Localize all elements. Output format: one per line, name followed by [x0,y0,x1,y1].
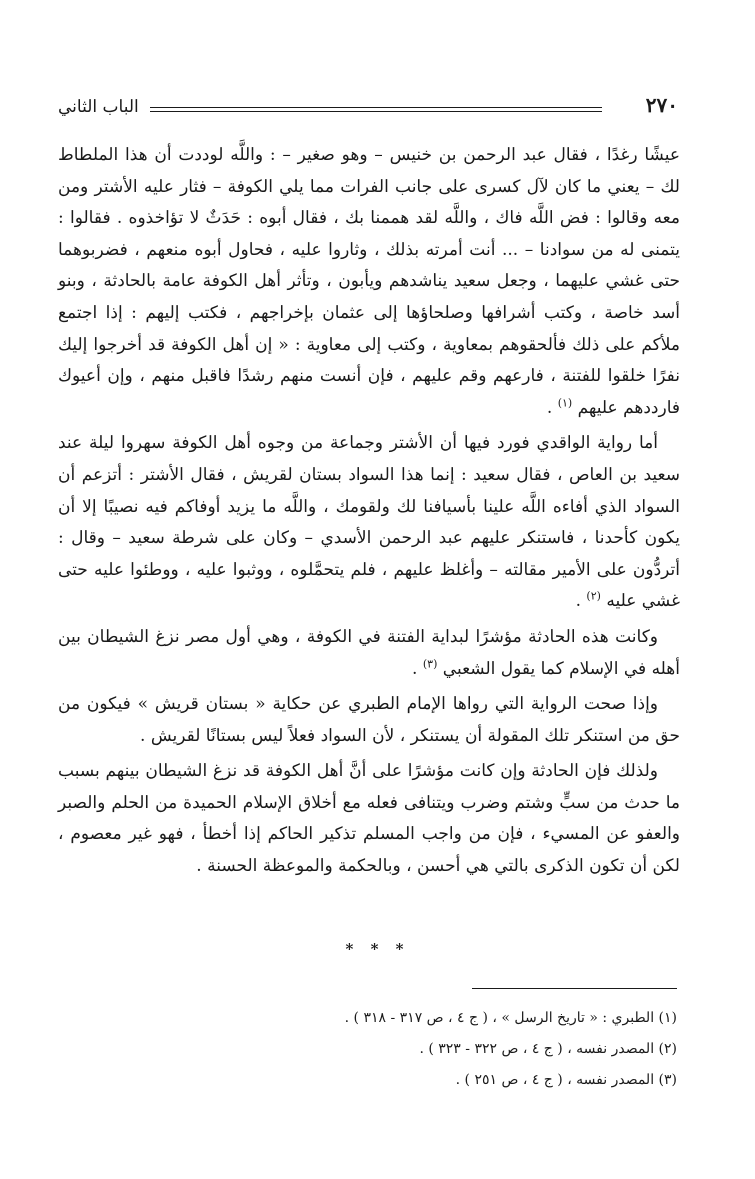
footnote-rule [472,988,677,989]
footnote-ref: (٢) [586,589,601,603]
paragraph: وإذا صحت الرواية التي رواها الإمام الطبري عن حكاية « بستان قريش » فيكون من حق من استنكر تلك المقولة أن يستنكر ، لأن السواد فعلاً ليس بستانًا لقريش . [58,694,680,746]
paragraph: عيشًا رغدًا ، فقال عبد الرحمن بن خنيس – وهو صغير – : واللَّه لوددت أن هذا الملطاط لك – يعني ما كان لآل كسرى على جانب الفرات مما يلي الكوفة – فثار عليه الأشتر ومن معه وقالوا : فض اللَّه فاك ، واللَّه لقد هممنا بك ، فقال أبوه : حَدَثٌ لا تؤاخذوه . فقالوا : يتمنى له من سوادنا – ... أنت أمرته بذلك ، وثاروا عليه ، فحاول أبوه منعهم ، فضربوهما حتى غشي عليهما ، وجعل سعيد يناشدهم ويأبون ، وتأثر أهل الكوفة عامة بالحادثة ، وبنو أسد خاصة ، وكتب أشرافها وصلحاؤها إلى عثمان بإخراجهم ، فكتب إليهم : إذا اجتمع ملأكم على ذلك فألحقوهم بمعاوية ، وكتب إلى معاوية : « إن أهل الكوفة قد أخرجوا إليك نفرًا خلقوا للفتنة ، فارعهم وقم عليهم ، فإن أنست منهم رشدًا فاقبل منهم ، وإن أعيوك فارددهم عليهم $^{(١)}$ . [58,145,680,418]
footnote-ref: (١) [557,396,573,410]
section-separator: * * * [345,940,410,958]
footnote-ref: (٣) [422,656,438,670]
paragraph: وكانت هذه الحادثة مؤشرًا لبداية الفتنة في الكوفة ، وهي أول مصر نزغ الشيطان بين أهله في الإسلام كما يقول الشعبي $^{(٣)}$ . [58,626,680,679]
footnotes [77,1003,677,1096]
page-number: ٢٧٠ [645,93,678,117]
paragraph: أما رواية الواقدي فورد فيها أن الأشتر وجماعة من وجوه أهل الكوفة سهروا ليلة عند سعيد بن العاص ، فقال سعيد : إنما هذا السواد بستان لقريش ، فقال الأشتر : أتزعم أن السواد الذي أفاءه اللَّه علينا بأسيافنا لك ولقومك ، واللَّه ما يزيد أوفاكم فيه نصيبًا إلا أن يكون كأحدنا ، فاستنكر عليهم عبد الرحمن الأسدي – وكان على شرطة سعيد – وقال : أتردُّون على الأمير مقالته – وأغلظ عليهم ، فلم يتحمَّلوه ، ووثبوا عليه ، ووطئوا عليه حتى غشي عليه $^{(٢)}$ . [58,433,680,612]
footnote-2: (٢) المصدر نفسه ، ( ج ٤ ، ص ٣٢٢ - ٣٢٣ ) . [419,1041,677,1057]
chapter-title: الباب الثاني [58,97,139,117]
header-rule [150,107,602,108]
paragraph: ولذلك فإن الحادثة وإن كانت مؤشرًا على أنَّ أهل الكوفة قد نزغ الشيطان بينهم بسبب ما حدث من سبٍّ وشتم وضرب ويتنافى فعله مع أخلاق الإسلام الحميدة من الحلم والصبر والعفو عن المسيء ، فإن من واجب المسلم تذكير الحاكم إذا أخطأ ، فهو غير معصوم ، لكن أن تكون الذكرى بالتي هي أحسن ، وبالحكمة والموعظة الحسنة . [58,761,680,877]
header-rule-thin [150,111,602,112]
footnote-3: (٣) المصدر نفسه ، ( ج ٤ ، ص ٢٥١ ) . [455,1072,677,1088]
page-header [58,93,678,123]
main-text [58,140,680,887]
footnote-1: (١) الطبري : « تاريخ الرسل » ، ( ج ٤ ، ص ٣١٧ - ٣١٨ ) . [344,1010,677,1026]
